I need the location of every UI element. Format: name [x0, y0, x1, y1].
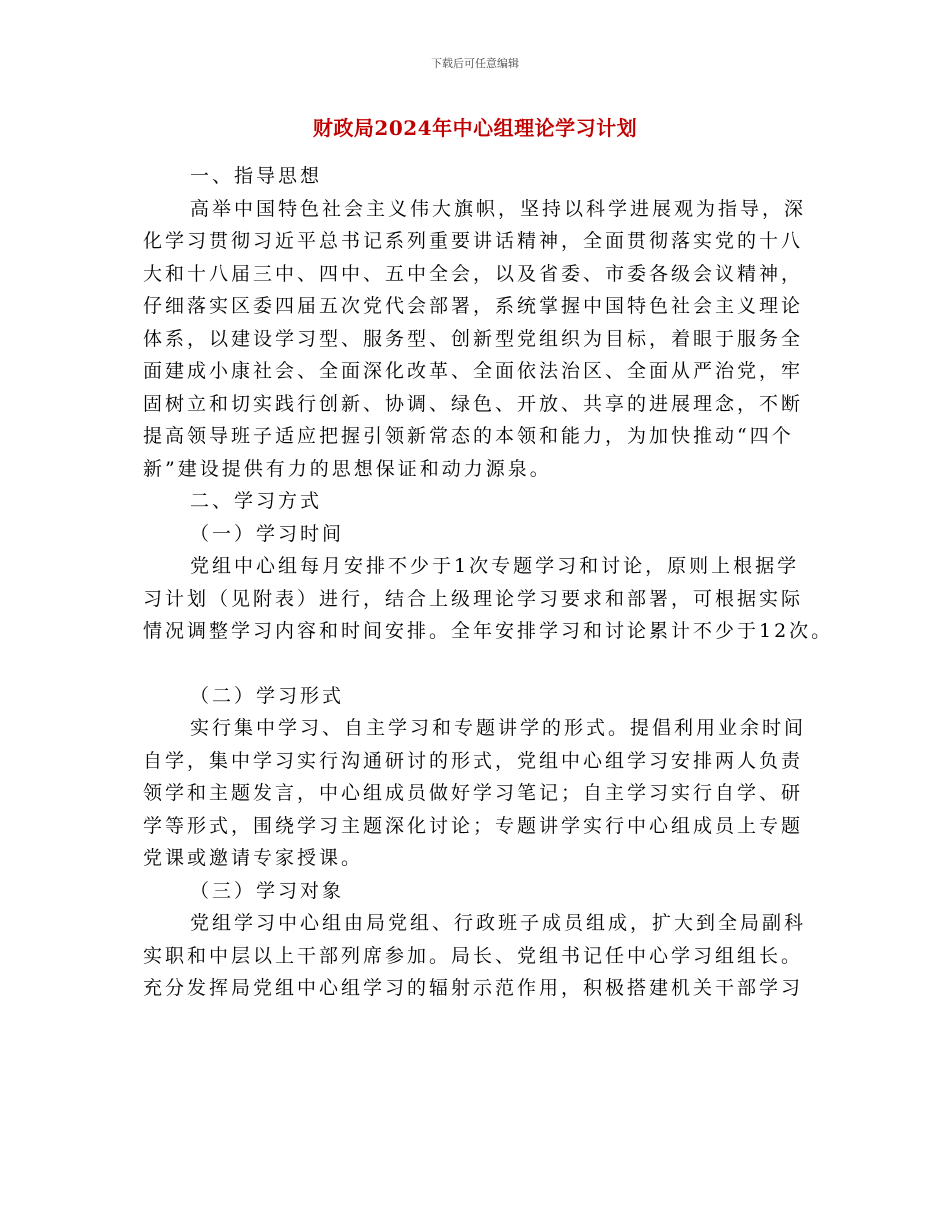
paragraph-line: 情况调整学习内容和时间安排。全年安排学习和讨论累计不少于12次。	[143, 620, 834, 642]
paragraph-line: 自学，集中学习实行沟通研讨的形式，党组中心组学习安排两人负责	[143, 749, 804, 772]
paragraph-line: 党组学习中心组由局党组、行政班子成员组成，扩大到全局副科	[190, 912, 807, 934]
paragraph-line: 领学和主题发言，中心组成员做好学习笔记；自主学习实行自学、研	[143, 782, 804, 804]
section-heading-2: 二、学习方式	[190, 490, 323, 512]
section-heading-1: 一、指导思想	[190, 165, 323, 187]
subsection-heading: （一）学习时间	[190, 522, 345, 545]
paragraph-line: 大和十八届三中、四中、五中全会，以及省委、市委各级会议精神，	[143, 262, 804, 285]
subsection-heading: （三）学习对象	[190, 879, 345, 902]
paragraph-line: 提高领导班子适应把握引领新常态的本领和能力，为加快推动“四个	[143, 425, 794, 447]
paragraph-line: 实职和中层以上干部列席参加。局长、党组书记任中心学习组组长。	[143, 944, 804, 967]
page-header: 下载后可任意编辑	[431, 57, 519, 70]
paragraph-line: 习计划（见附表）进行，结合上级理论学习要求和部署，可根据实际	[143, 587, 804, 610]
paragraph-line: 学等形式，围绕学习主题深化讨论；专题讲学实行中心组成员上专题	[143, 814, 804, 837]
paragraph-line: 面建成小康社会、全面深化改革、全面依法治区、全面从严治党，牢	[143, 360, 804, 382]
paragraph-line: 化学习贯彻习近平总书记系列重要讲话精神，全面贯彻落实党的十八	[143, 230, 804, 252]
subsection-heading: （二）学习形式	[190, 684, 345, 707]
document-body	[143, 160, 834, 1005]
paragraph-line: 体系，以建设学习型、服务型、创新型党组织为目标，着眼于服务全	[143, 327, 804, 350]
paragraph-line: 充分发挥局党组中心组学习的辐射示范作用，积极搭建机关干部学习	[143, 977, 804, 999]
paragraph-line: 党组中心组每月安排不少于1次专题学习和讨论，原则上根据学	[190, 555, 800, 577]
paragraph-line: 固树立和切实践行创新、协调、绿色、开放、共享的进展理念，不断	[143, 392, 804, 415]
paragraph-line: 高举中国特色社会主义伟大旗帜，坚持以科学进展观为指导，深	[190, 197, 807, 220]
paragraph-line: 实行集中学习、自主学习和专题讲学的形式。提倡利用业余时间	[190, 717, 807, 739]
paragraph-gap	[143, 648, 823, 680]
document-title: 财政局2024年中心组理论学习计划	[312, 116, 638, 140]
paragraph-line: 党课或邀请专家授课。	[143, 847, 364, 869]
paragraph-line: 新”建设提供有力的思想保证和动力源泉。	[143, 457, 552, 480]
paragraph-line: 仔细落实区委四届五次党代会部署，系统掌握中国特色社会主义理论	[143, 295, 804, 317]
